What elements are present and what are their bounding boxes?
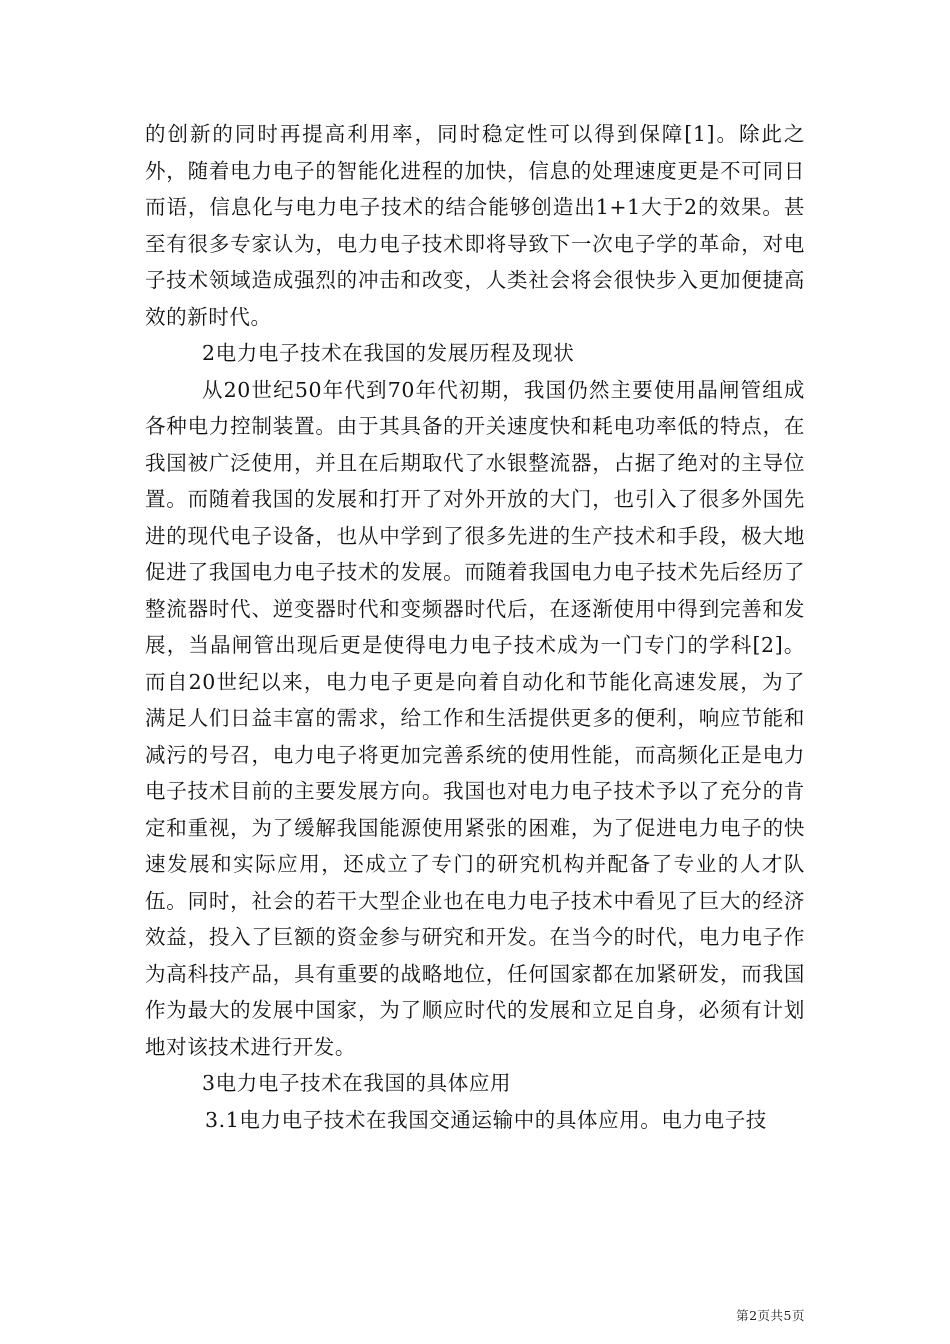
document-body	[145, 116, 805, 1138]
section-heading-3: 3电力电子技术在我国的具体应用	[202, 1071, 512, 1095]
paragraph-history: 从20世纪50年代到70年代初期，我国仍然主要使用晶闸管组成各种电力控制装置。由于其具备的开关速度快和耗电功率低的特点，在我国被广泛使用，并且在后期取代了水银整流器，占据了绝对的主导位置。而随着我国的发展和打开了对外开放的大门，也引入了很多外国先进的现代电子设备，也从中学到了很多先进的生产技术和手段，极大地促进了我国电力电子技术的发展。而随着我国电力电子技术先后经历了整流器时代、逆变器时代和变频器时代后，在逐渐使用中得到完善和发展，当晶闸管出现后更是使得电力电子技术成为一门专门的学科[2]。而自20世纪以来，电力电子更是向着自动化和节能化高速发展，为了满足人们日益丰富的需求，给工作和生活提供更多的便利，响应节能和减污的号召，电力电子将更加完善系统的使用性能，而高频化正是电力电子技术目前的主要发展方向。我国也对电力电子技术予以了充分的肯定和重视，为了缓解我国能源使用紧张的困难，为了促进电力电子的快速发展和实际应用，还成立了专门的研究机构并配备了专业的人才队伍。同时，社会的若干大型企业也在电力电子技术中看见了巨大的经济效益，投入了巨额的资金参与研究和开发。在当今的时代，电力电子作为高科技产品，具有重要的战略地位，任何国家都在加紧研发，而我国作为最大的发展中国家，为了顺应时代的发展和立足自身，必须有计划地对该技术进行开发。	[145, 377, 805, 1059]
page-number-footer: 第2页共5页	[736, 1308, 805, 1323]
paragraph-continuation: 的创新的同时再提高利用率，同时稳定性可以得到保障[1]。除此之外，随着电力电子的智能化进程的加快，信息的处理速度更是不可同日而语，信息化与电力电子技术的结合能够创造出1+1大于2的效果。甚至有很多专家认为，电力电子技术即将导致下一次电子学的革命，对电子技术领域造成强烈的冲击和改变，人类社会将会很快步入更加便捷高效的新时代。	[145, 122, 805, 329]
section-heading-2: 2电力电子技术在我国的发展历程及现状	[202, 341, 575, 365]
subsection-3-1: 3.1电力电子技术在我国交通运输中的具体应用。电力电子技	[205, 1107, 767, 1132]
